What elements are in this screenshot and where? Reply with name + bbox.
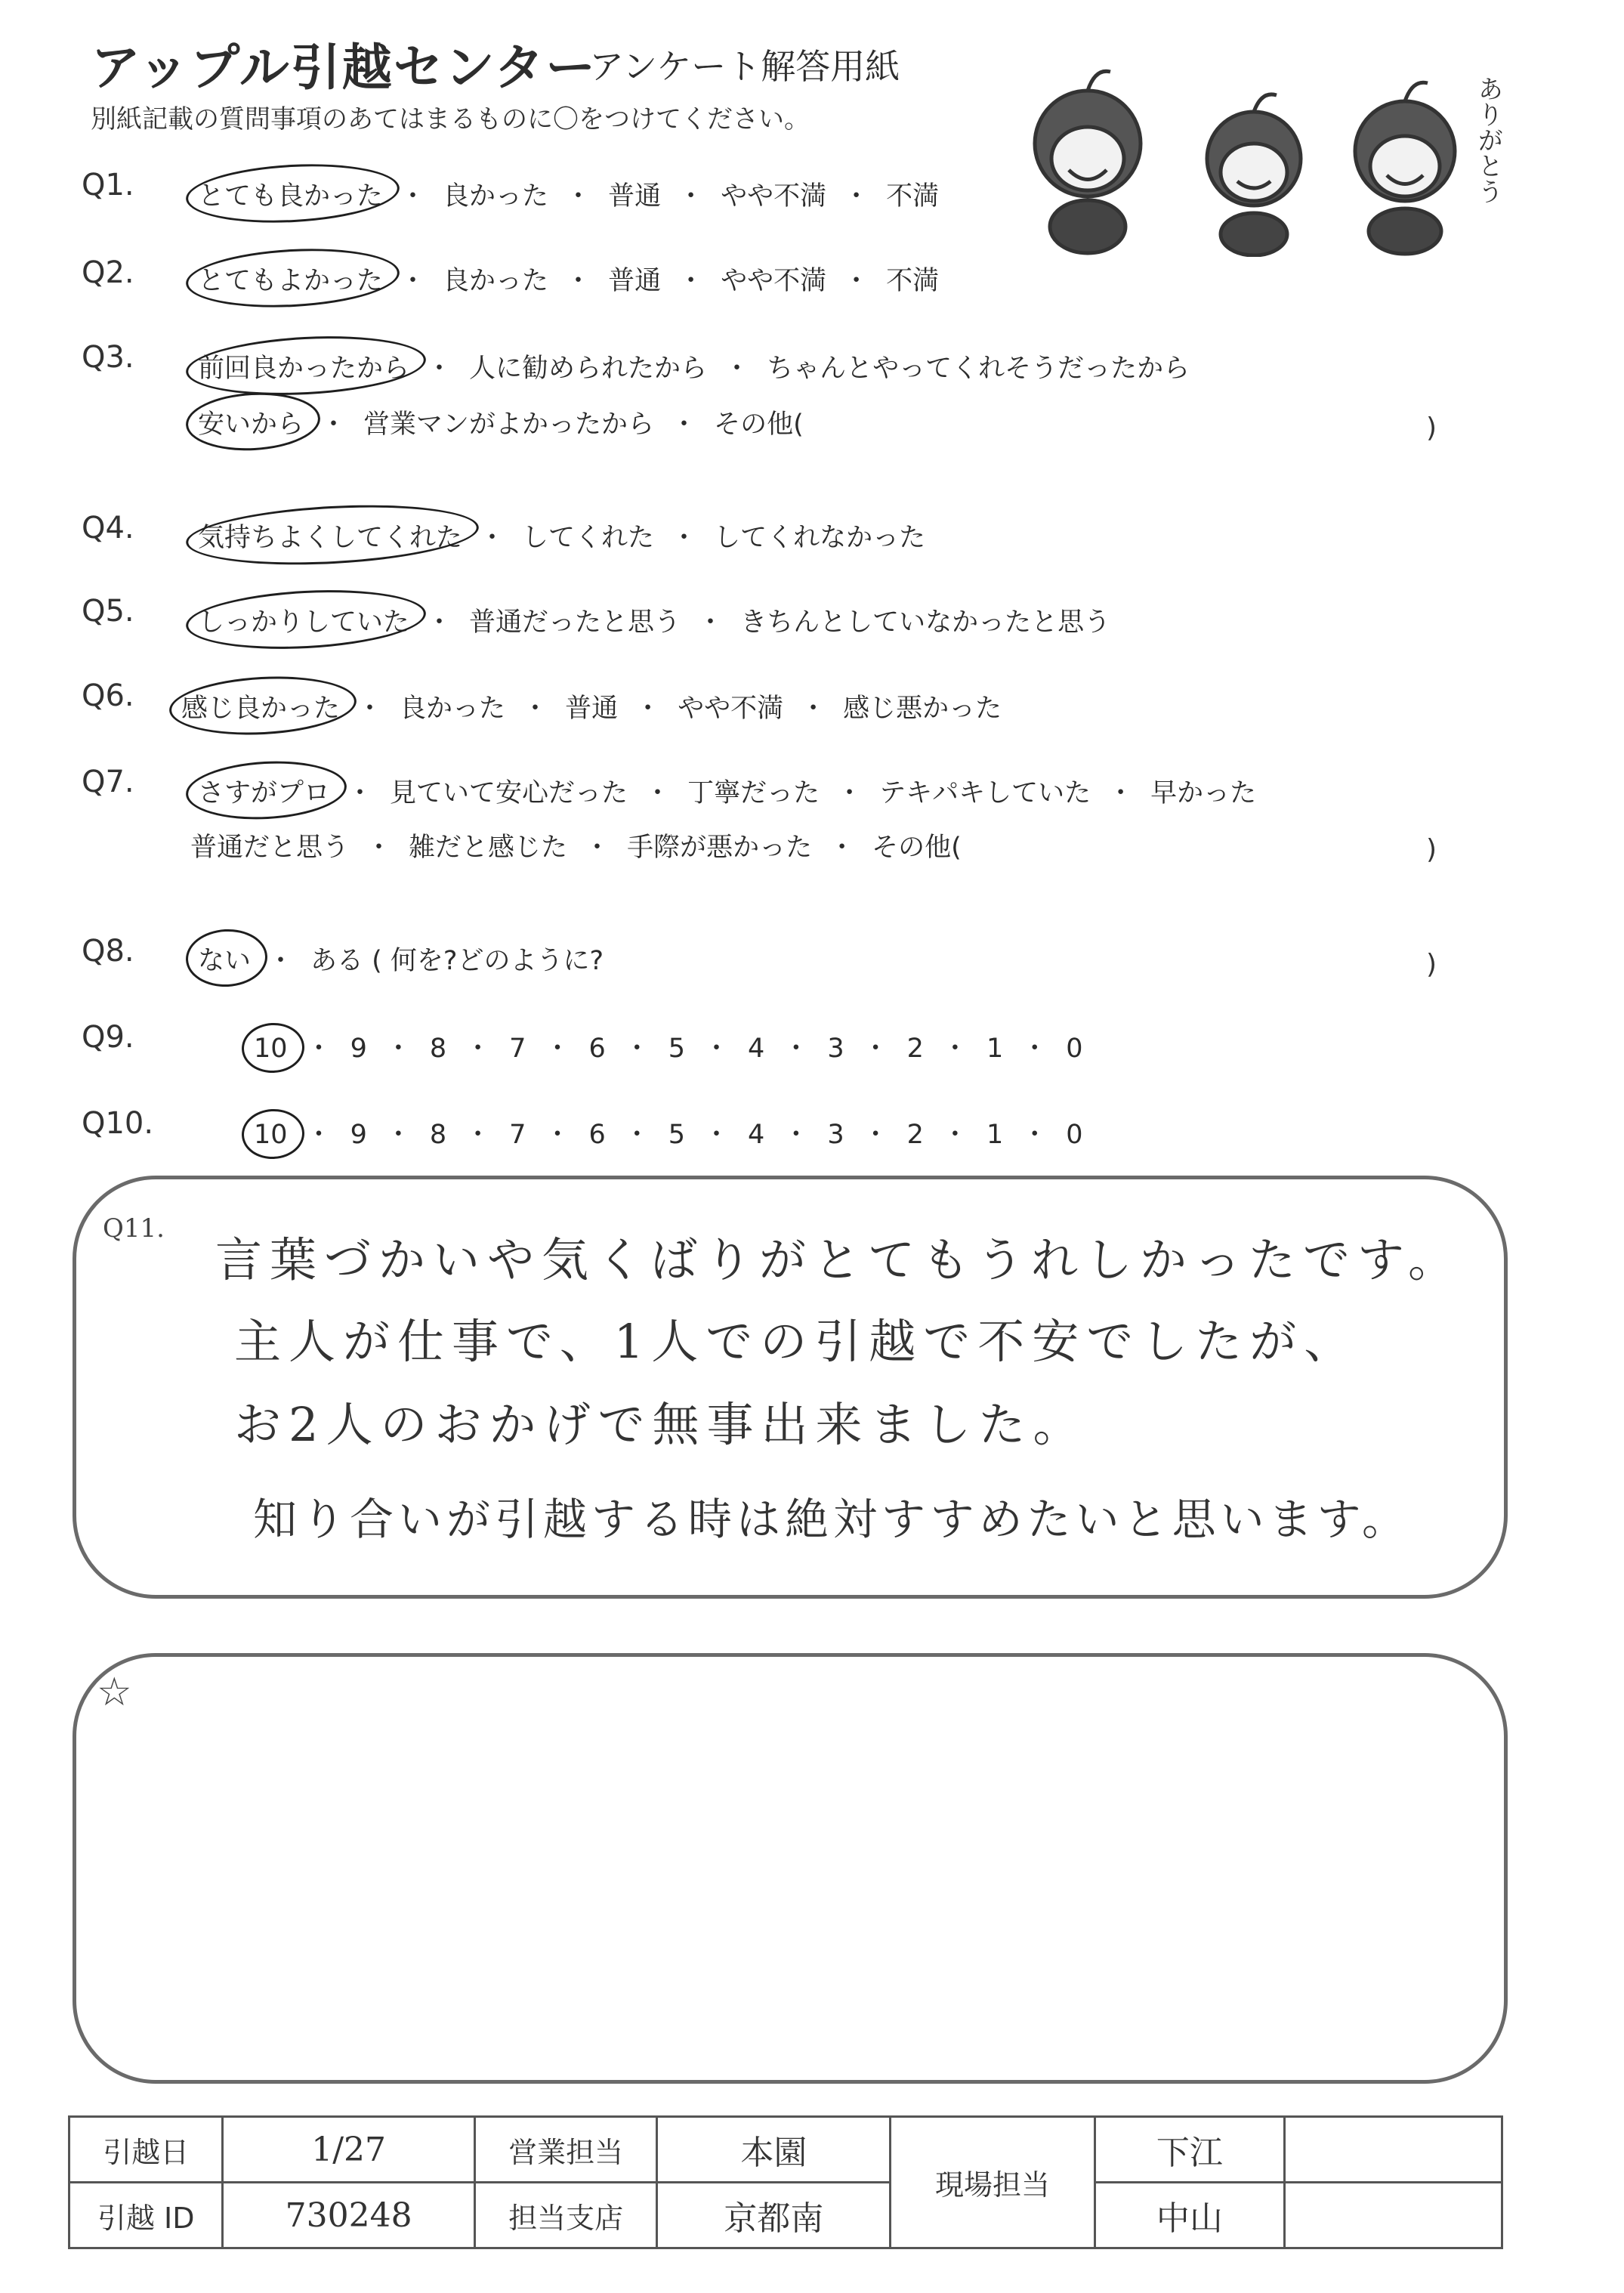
q6-label: Q6. bbox=[82, 678, 134, 713]
q2-option[interactable]: 良かった bbox=[443, 266, 549, 296]
option-separator: ・ bbox=[678, 266, 705, 296]
q6-option[interactable]: 良かった bbox=[400, 694, 506, 724]
form-subtitle: アンケート解答用紙 bbox=[589, 46, 900, 87]
option-separator: ・ bbox=[465, 1120, 492, 1150]
q8-options bbox=[198, 940, 604, 978]
option-separator: ・ bbox=[1021, 1120, 1048, 1150]
move-id-value: 730248 bbox=[223, 2183, 474, 2248]
option-separator: ・ bbox=[357, 694, 384, 724]
q2-label: Q2. bbox=[82, 255, 134, 290]
branch-label: 担当支店 bbox=[474, 2183, 657, 2248]
q1-option[interactable]: 不満 bbox=[886, 181, 940, 212]
option-separator: ・ bbox=[400, 266, 427, 296]
q5-label: Q5. bbox=[82, 594, 134, 629]
site-label: 現場担当 bbox=[891, 2117, 1095, 2248]
option-separator: ・ bbox=[829, 833, 856, 863]
q7-label: Q7. bbox=[82, 765, 134, 799]
q11-line-3: お2人のおかげで無事出来ました。 bbox=[234, 1397, 1088, 1452]
q7-option[interactable]: テキパキしていた bbox=[879, 778, 1091, 808]
option-separator: ・ bbox=[644, 778, 672, 808]
q3-option[interactable]: 前回良かったから bbox=[198, 348, 409, 385]
q9-option[interactable]: 7 bbox=[509, 1034, 526, 1064]
q4-option[interactable]: してくれなかった bbox=[714, 523, 926, 553]
q1-option[interactable]: 普通 bbox=[608, 181, 662, 212]
q6-options bbox=[181, 688, 1002, 725]
q7-options bbox=[198, 772, 1256, 810]
move-id-label: 引越 ID bbox=[69, 2183, 223, 2248]
q9-option[interactable]: 2 bbox=[906, 1034, 924, 1064]
q10-option[interactable]: 7 bbox=[509, 1120, 526, 1150]
q8-option[interactable]: ある ( 何を?どのように? bbox=[310, 946, 604, 976]
option-separator: ・ bbox=[862, 1034, 889, 1064]
q6-option[interactable]: 感じ悪かった bbox=[843, 694, 1002, 724]
q8-option[interactable]: ない bbox=[198, 940, 251, 978]
option-separator: ・ bbox=[565, 181, 592, 212]
star-icon: ☆ bbox=[97, 1670, 132, 1715]
q1-option[interactable]: やや不満 bbox=[721, 181, 827, 212]
move-date-label: 引越日 bbox=[69, 2117, 223, 2183]
q10-option[interactable]: 9 bbox=[350, 1120, 367, 1150]
option-separator: ・ bbox=[465, 1034, 492, 1064]
option-separator: ・ bbox=[267, 946, 295, 976]
q4-label: Q4. bbox=[82, 511, 134, 545]
q1-option[interactable]: 良かった bbox=[443, 181, 549, 212]
site-value-2: 中山 bbox=[1095, 2183, 1284, 2248]
move-date-value: 1/27 bbox=[223, 2117, 474, 2183]
sales-label: 営業担当 bbox=[474, 2117, 657, 2183]
option-separator: ・ bbox=[347, 778, 374, 808]
q10-label: Q10. bbox=[82, 1106, 154, 1141]
q9-option[interactable]: 1 bbox=[986, 1034, 1004, 1064]
option-separator: ・ bbox=[384, 1120, 412, 1150]
option-separator: ・ bbox=[544, 1120, 571, 1150]
q9-options bbox=[254, 1028, 1083, 1065]
q1-options bbox=[198, 175, 939, 213]
brand-title: アップル引越センター bbox=[91, 39, 597, 97]
option-separator: ・ bbox=[305, 1034, 332, 1064]
option-separator: ・ bbox=[1021, 1034, 1048, 1064]
option-separator: ・ bbox=[320, 409, 347, 440]
option-separator: ・ bbox=[400, 181, 427, 212]
q7-options-row2 bbox=[190, 827, 962, 864]
q10-option[interactable]: 10 bbox=[254, 1120, 288, 1150]
option-separator: ・ bbox=[366, 833, 393, 863]
sales-value: 本園 bbox=[657, 2117, 891, 2183]
q5-option[interactable]: 普通だったと思う bbox=[469, 607, 681, 638]
q10-option[interactable]: 1 bbox=[986, 1120, 1004, 1150]
q6-option[interactable]: 感じ良かった bbox=[181, 688, 340, 725]
q9-option[interactable]: 10 bbox=[254, 1034, 288, 1064]
q1-option[interactable]: とても良かった bbox=[198, 175, 383, 213]
q9-option[interactable]: 9 bbox=[350, 1034, 367, 1064]
option-separator: ・ bbox=[623, 1120, 650, 1150]
option-separator: ・ bbox=[703, 1120, 730, 1150]
instruction-text: 別紙記載の質問事項のあてはまるものに〇をつけてください。 bbox=[91, 104, 810, 134]
q7-option[interactable]: さすがプロ bbox=[198, 772, 330, 810]
q7-option[interactable]: その他( bbox=[872, 833, 962, 863]
q7-option[interactable]: 早かった bbox=[1150, 778, 1257, 808]
q2-options bbox=[198, 260, 939, 298]
option-separator: ・ bbox=[305, 1120, 332, 1150]
option-separator: ・ bbox=[862, 1120, 889, 1150]
mascot-illustration bbox=[1005, 45, 1503, 257]
option-separator: ・ bbox=[783, 1120, 810, 1150]
option-separator: ・ bbox=[703, 1034, 730, 1064]
q8-label: Q8. bbox=[82, 934, 134, 969]
q11-line-1: 言葉づかいや気くばりがとてもうれしかったです。 bbox=[215, 1232, 1463, 1287]
q11-line-2: 主人が仕事で、1人での引越で不安でしたが、 bbox=[234, 1314, 1359, 1369]
q11-line-4: 知り合いが引越する時は絶対すすめたいと思います。 bbox=[253, 1494, 1410, 1545]
option-separator: ・ bbox=[678, 181, 705, 212]
q4-option[interactable]: 気持ちよくしてくれた bbox=[198, 517, 462, 555]
option-separator: ・ bbox=[384, 1034, 412, 1064]
option-separator: ・ bbox=[836, 778, 863, 808]
site-value-1: 下江 bbox=[1095, 2117, 1284, 2183]
q3-option[interactable]: 人に勧められたから bbox=[469, 354, 708, 384]
q3-option[interactable]: 営業マンがよかったから bbox=[363, 409, 655, 440]
q3-option[interactable]: ちゃんとやってくれそうだったから bbox=[767, 354, 1190, 384]
q9-option[interactable]: 3 bbox=[827, 1034, 844, 1064]
q5-option[interactable]: きちんとしていなかったと思う bbox=[740, 607, 1111, 638]
q9-option[interactable]: 8 bbox=[429, 1034, 447, 1064]
option-separator: ・ bbox=[544, 1034, 571, 1064]
q6-option[interactable]: 普通 bbox=[565, 694, 619, 724]
q3-option[interactable]: その他( bbox=[714, 409, 804, 440]
q7-option[interactable]: 見ていて安心だった bbox=[390, 778, 628, 808]
option-separator: ・ bbox=[671, 409, 698, 440]
option-separator: ・ bbox=[697, 607, 724, 638]
option-separator: ・ bbox=[634, 694, 662, 724]
q10-option[interactable]: 8 bbox=[429, 1120, 447, 1150]
q3-label: Q3. bbox=[82, 340, 134, 375]
q10-option[interactable]: 6 bbox=[588, 1120, 606, 1150]
q10-options bbox=[254, 1114, 1083, 1151]
option-separator: ・ bbox=[941, 1034, 968, 1064]
q10-option[interactable]: 5 bbox=[668, 1120, 686, 1150]
q7-option[interactable]: 雑だと感じた bbox=[409, 833, 568, 863]
q5-options bbox=[198, 601, 1110, 639]
option-separator: ・ bbox=[671, 523, 698, 553]
q2-option[interactable]: 不満 bbox=[886, 266, 940, 296]
q9-option[interactable]: 5 bbox=[668, 1034, 686, 1064]
q5-option[interactable]: しっかりしていた bbox=[198, 601, 409, 639]
q7-option[interactable]: 手際が悪かった bbox=[627, 833, 813, 863]
q11-label: Q11. bbox=[103, 1213, 165, 1244]
q3-options-row2 bbox=[198, 403, 804, 441]
q8-paren-close: ) bbox=[1426, 949, 1437, 980]
q10-option[interactable]: 0 bbox=[1066, 1120, 1083, 1150]
q9-option[interactable]: 6 bbox=[588, 1034, 606, 1064]
q9-option[interactable]: 4 bbox=[748, 1034, 765, 1064]
q3-option[interactable]: 安いから bbox=[198, 403, 304, 441]
branch-value: 京都南 bbox=[657, 2183, 891, 2248]
q2-option[interactable]: やや不満 bbox=[721, 266, 827, 296]
empty-cell-2 bbox=[1285, 2183, 1502, 2248]
move-info-table bbox=[68, 2115, 1503, 2249]
option-separator: ・ bbox=[800, 694, 827, 724]
q1-label: Q1. bbox=[82, 168, 134, 202]
option-separator: ・ bbox=[1107, 778, 1135, 808]
q2-option[interactable]: とてもよかった bbox=[198, 260, 383, 298]
q10-option[interactable]: 2 bbox=[906, 1120, 924, 1150]
option-separator: ・ bbox=[724, 354, 751, 384]
mascot-text: ありがとう bbox=[1473, 76, 1503, 204]
option-separator: ・ bbox=[522, 694, 549, 724]
option-separator: ・ bbox=[426, 354, 453, 384]
q6-option[interactable]: やや不満 bbox=[678, 694, 784, 724]
option-separator: ・ bbox=[426, 607, 453, 638]
q10-option[interactable]: 4 bbox=[748, 1120, 765, 1150]
option-separator: ・ bbox=[584, 833, 611, 863]
q7-option[interactable]: 普通だと思う bbox=[190, 833, 350, 863]
q4-options bbox=[198, 517, 925, 555]
q9-option[interactable]: 0 bbox=[1066, 1034, 1083, 1064]
q3-options bbox=[198, 348, 1190, 385]
option-separator: ・ bbox=[941, 1120, 968, 1150]
option-separator: ・ bbox=[843, 181, 870, 212]
option-separator: ・ bbox=[843, 266, 870, 296]
q4-option[interactable]: してくれた bbox=[522, 523, 655, 553]
option-separator: ・ bbox=[565, 266, 592, 296]
q2-option[interactable]: 普通 bbox=[608, 266, 662, 296]
q10-option[interactable]: 3 bbox=[827, 1120, 844, 1150]
empty-cell-1 bbox=[1285, 2117, 1502, 2183]
option-separator: ・ bbox=[783, 1034, 810, 1064]
q3-paren-close: ) bbox=[1426, 413, 1437, 443]
free-comment-box bbox=[73, 1653, 1508, 2084]
option-separator: ・ bbox=[479, 523, 506, 553]
q7-option[interactable]: 丁寧だった bbox=[687, 778, 820, 808]
q7-paren-close: ) bbox=[1426, 834, 1437, 865]
option-separator: ・ bbox=[623, 1034, 650, 1064]
q9-label: Q9. bbox=[82, 1020, 134, 1055]
